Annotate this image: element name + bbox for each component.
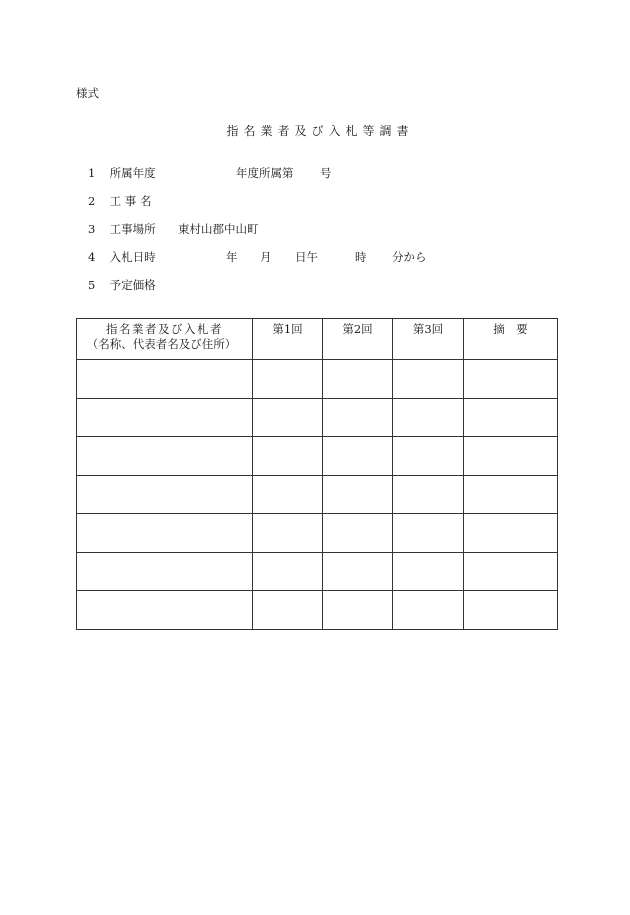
table-row <box>77 591 558 630</box>
table-header-row <box>77 319 558 360</box>
round-2-cell <box>323 552 393 591</box>
number-suffix: 号 <box>320 166 332 180</box>
table-row <box>77 360 558 399</box>
remarks-cell <box>464 552 558 591</box>
remarks-cell <box>464 360 558 399</box>
item-estimated-price <box>88 277 156 293</box>
table-row <box>77 475 558 514</box>
item-label: 所属年度 <box>109 166 156 180</box>
round-3-cell <box>393 591 464 630</box>
table-row <box>77 398 558 437</box>
bid-year-label: 年 <box>226 250 238 264</box>
item-label: 予定価格 <box>109 278 156 292</box>
project-location-value: 東村山郡中山町 <box>178 222 259 236</box>
bidder-cell <box>77 360 253 399</box>
table-row <box>77 552 558 591</box>
round-2-cell <box>323 437 393 476</box>
round-3-cell <box>393 398 464 437</box>
round-1-cell <box>253 591 323 630</box>
item-fiscal-year <box>88 165 156 181</box>
form-label: 様式 <box>76 86 99 100</box>
header-round-3: 第3回 <box>393 319 464 360</box>
bidder-cell <box>77 552 253 591</box>
item-number: 2 <box>88 194 96 208</box>
bidder-cell <box>77 398 253 437</box>
round-2-cell <box>323 514 393 553</box>
round-3-cell <box>393 514 464 553</box>
round-2-cell <box>323 360 393 399</box>
remarks-cell <box>464 398 558 437</box>
remarks-cell <box>464 475 558 514</box>
item-number: 3 <box>88 222 96 236</box>
table-row <box>77 514 558 553</box>
round-2-cell <box>323 591 393 630</box>
item-number: 1 <box>88 166 96 180</box>
round-3-cell <box>393 437 464 476</box>
header-bidder-line2: （名称、代表者名及び住所） <box>86 337 237 351</box>
round-1-cell <box>253 437 323 476</box>
round-1-cell <box>253 360 323 399</box>
remarks-cell <box>464 591 558 630</box>
item-label: 入札日時 <box>109 250 156 264</box>
item-number: 4 <box>88 250 96 264</box>
header-round-2: 第2回 <box>323 319 393 360</box>
bid-table <box>76 318 558 630</box>
round-3-cell <box>393 552 464 591</box>
round-1-cell <box>253 475 323 514</box>
bid-minute-label: 分から <box>392 250 427 264</box>
round-2-cell <box>323 398 393 437</box>
item-label: 工 事 名 <box>109 194 152 208</box>
round-3-cell <box>393 475 464 514</box>
round-2-cell <box>323 475 393 514</box>
item-project-name <box>88 193 151 209</box>
fiscal-year-suffix: 年度所属第 <box>236 166 294 180</box>
header-round-1: 第1回 <box>253 319 323 360</box>
bidder-cell <box>77 591 253 630</box>
round-1-cell <box>253 398 323 437</box>
header-remarks: 摘 要 <box>464 319 558 360</box>
remarks-cell <box>464 437 558 476</box>
document-title: 指名業者及び入札等調書 <box>226 124 414 138</box>
bid-month-label: 月 <box>260 250 272 264</box>
bid-hour-label: 時 <box>355 250 367 264</box>
bidder-cell <box>77 514 253 553</box>
header-bidder-line1: 指名業者及び入札者 <box>106 322 223 336</box>
table-body <box>77 360 558 630</box>
item-label: 工事場所 <box>109 222 156 236</box>
round-1-cell <box>253 514 323 553</box>
bid-day-label: 日午 <box>295 250 318 264</box>
bidder-cell <box>77 475 253 514</box>
header-bidder <box>77 319 253 360</box>
round-1-cell <box>253 552 323 591</box>
remarks-cell <box>464 514 558 553</box>
table-row <box>77 437 558 476</box>
item-bid-datetime <box>88 249 156 265</box>
round-3-cell <box>393 360 464 399</box>
item-project-location <box>88 221 156 237</box>
item-number: 5 <box>88 278 96 292</box>
bidder-cell <box>77 437 253 476</box>
